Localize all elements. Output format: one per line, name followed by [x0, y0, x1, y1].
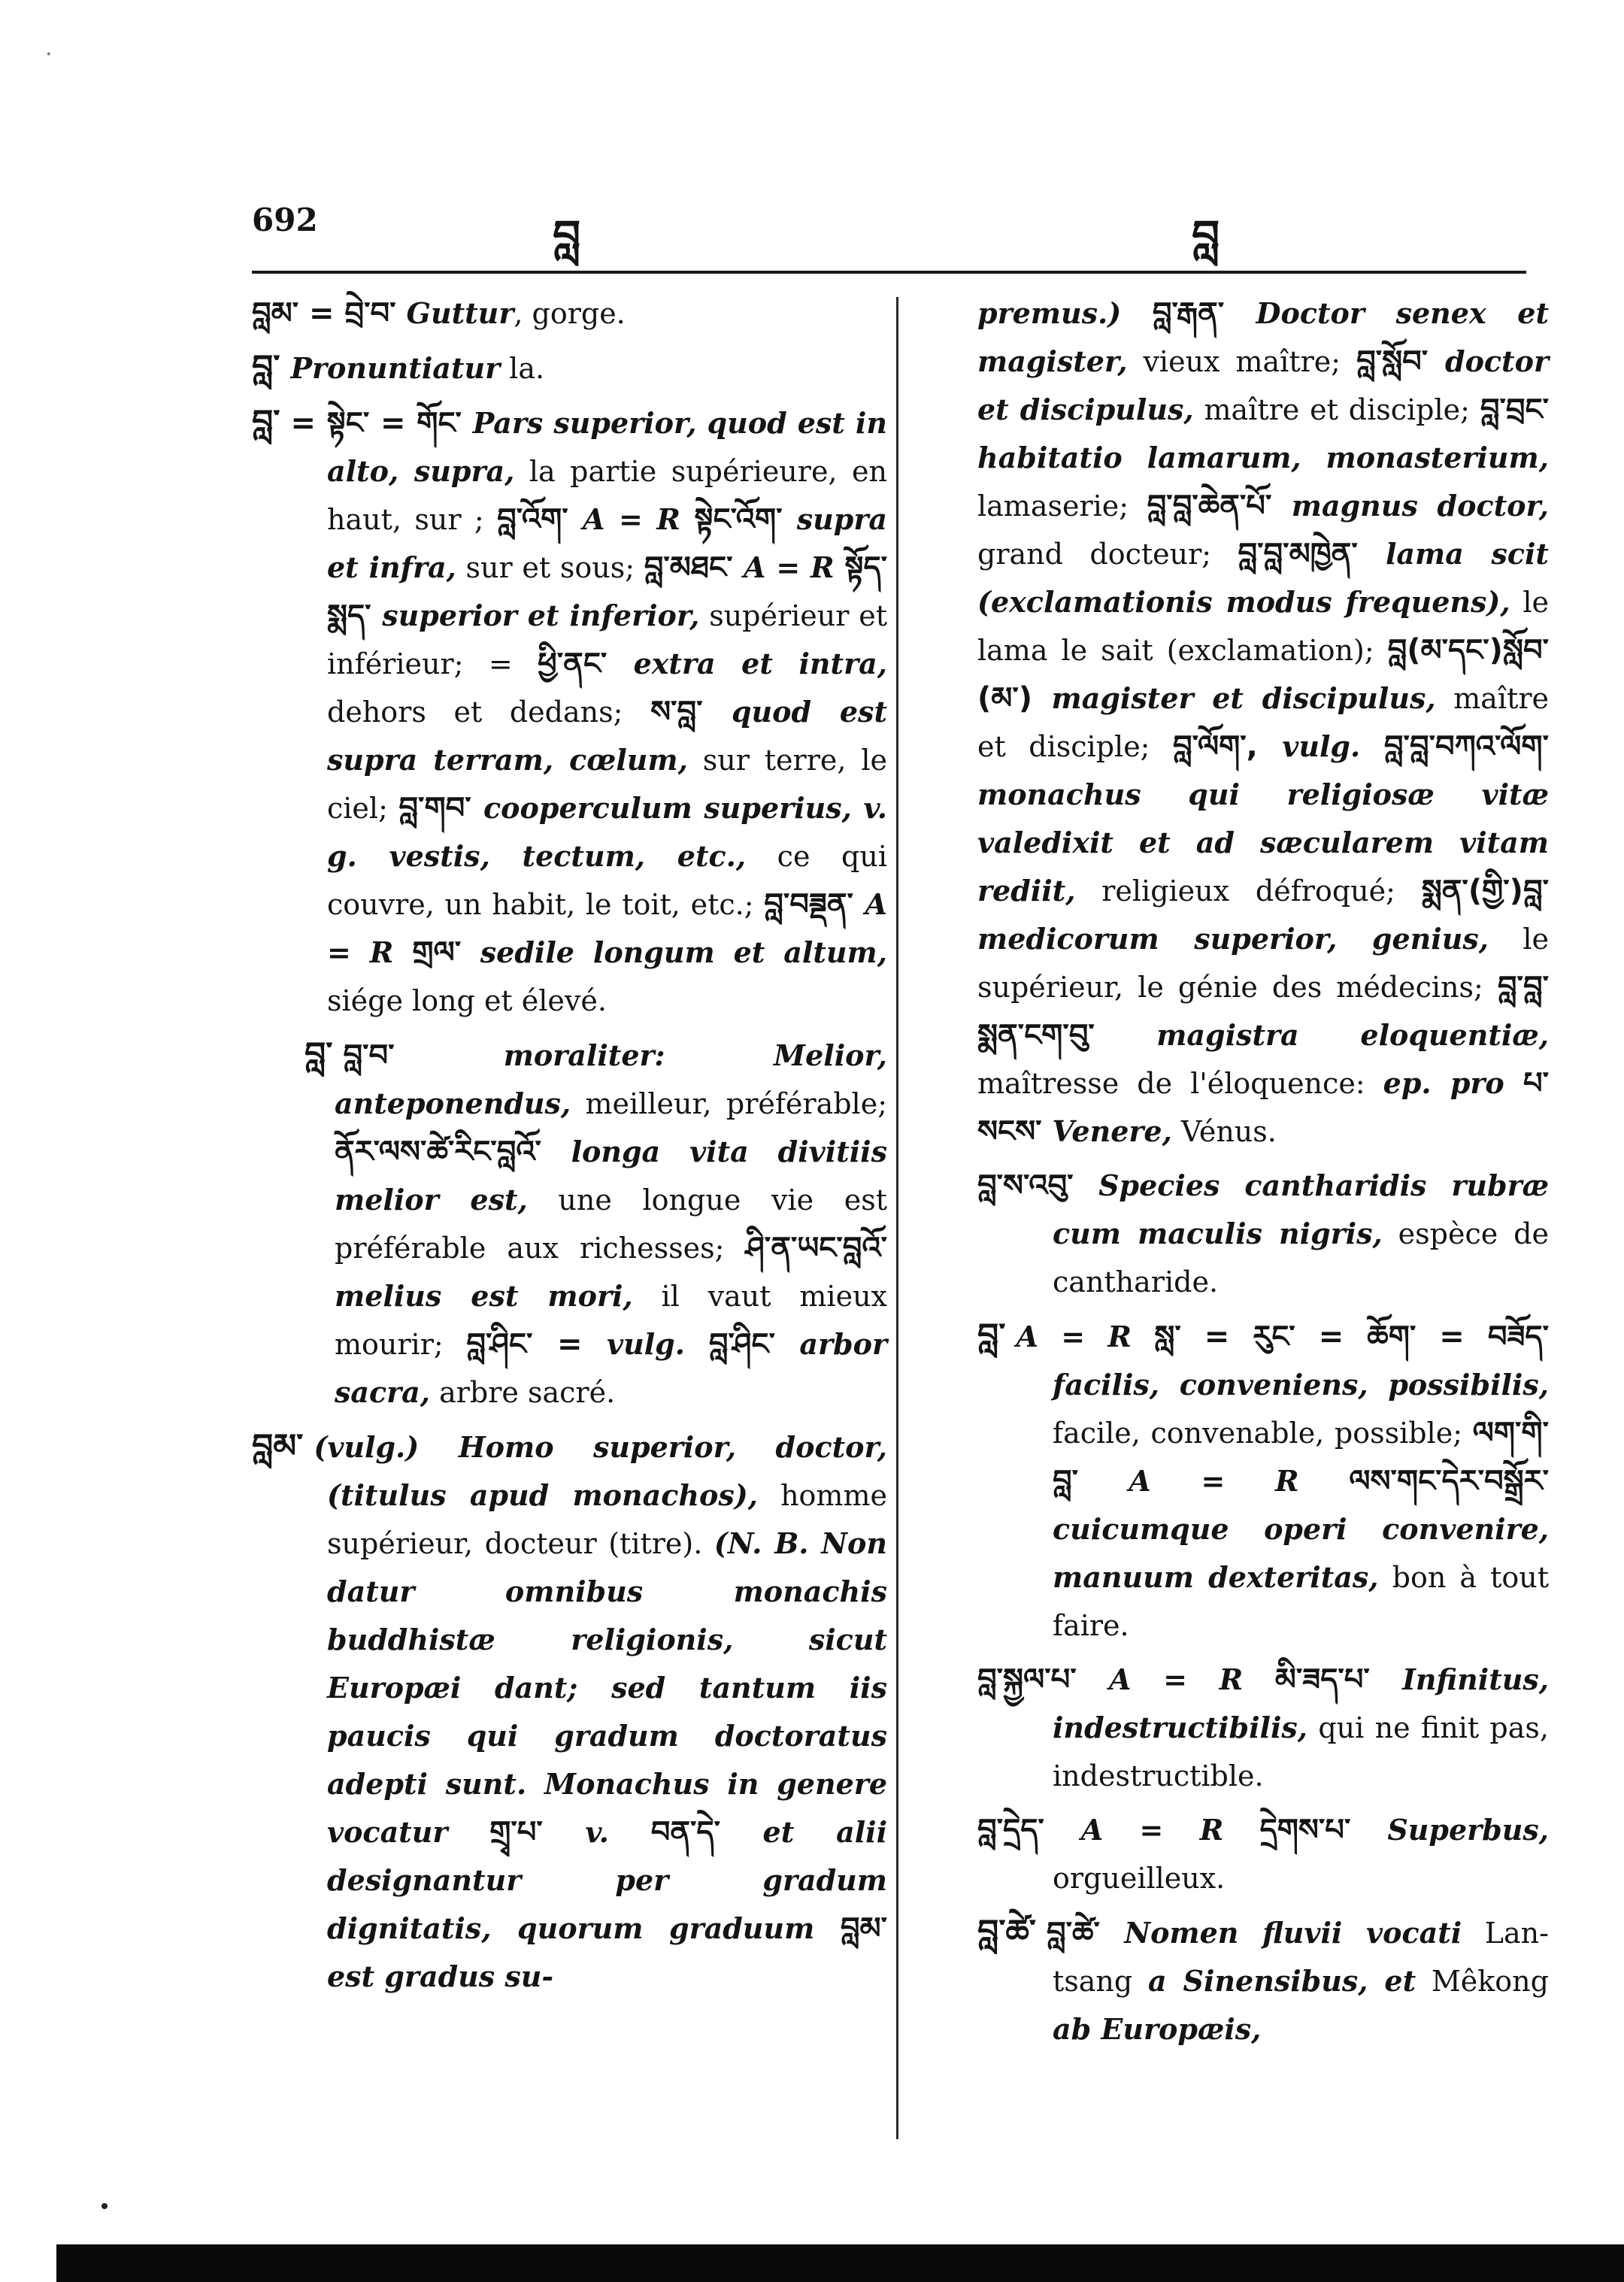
- tibetan-term: གྲལ་: [412, 935, 480, 970]
- tibetan-term: ལག་གི་བླ་: [1053, 1416, 1549, 1499]
- latin-text: vulg.: [1282, 729, 1384, 763]
- latin-text: Pronuntiatur: [290, 351, 501, 385]
- scan-speck: ·: [45, 41, 53, 68]
- dictionary-entry: [252, 1423, 887, 2001]
- running-head-right: བླ: [1192, 211, 1220, 262]
- tibetan-term: ཤི་ན་ཡང་བླའོ་: [745, 1231, 887, 1265]
- latin-text: sedile longum et altum,: [480, 935, 887, 969]
- french-text: ce qui couvre, un habit, le toit, etc.;: [327, 840, 887, 921]
- latin-text: A = R: [744, 550, 845, 584]
- latin-text: moraliter: Melior, anteponendus,: [335, 1038, 887, 1120]
- tibetan-term: བླ་བླ་བཀའ་ལོག་: [1383, 729, 1549, 764]
- french-text: une longue vie est préférable aux richesses;: [335, 1183, 887, 1265]
- latin-text: lama scit (exclamationis modus frequens),: [977, 537, 1549, 619]
- latin-text: (vulg.) Homo superior, doctor, (titulus apud monachos),: [314, 1430, 887, 1512]
- tibetan-term: མི་ཟད་པ་: [1274, 1662, 1403, 1697]
- dictionary-entry: [977, 1908, 1549, 2053]
- latin-text: ab Europæis,: [1053, 2012, 1262, 2046]
- tibetan-term: སྟེང་འོག་: [694, 502, 797, 537]
- french-text: Vénus.: [1171, 1115, 1277, 1148]
- tibetan-term: སླ་ = རུང་ = ཆོག་ = བཟོད་: [1154, 1320, 1549, 1354]
- dictionary-entry: [977, 1656, 1549, 1800]
- latin-text: Superbus,: [1387, 1813, 1550, 1847]
- headword: བླམ་: [252, 1427, 304, 1465]
- latin-text: premus.): [977, 296, 1153, 330]
- french-text: orgueilleux.: [1053, 1862, 1226, 1895]
- latin-text: Guttur: [406, 296, 514, 330]
- latin-text: vulg.: [607, 1327, 709, 1361]
- latin-text: et alii designantur per gradum dignitatis, quorum graduum: [327, 1815, 888, 1945]
- tibetan-term: བླ་རྒན་: [1152, 296, 1256, 331]
- latin-text: cooperculum superius, v. g. vestis, tectum, etc.,: [327, 791, 888, 873]
- latin-text: est gradus su-: [327, 1959, 554, 1993]
- headword: བླ་ཚེ་: [977, 1913, 1037, 1951]
- french-text: vieux maître;: [1127, 345, 1357, 378]
- french-text: maître et disciple;: [977, 682, 1550, 763]
- latin-text: v.: [585, 1815, 651, 1849]
- french-text: bon à tout faire.: [1053, 1561, 1549, 1642]
- tibetan-term: བླ་བཟྡན་: [764, 887, 865, 922]
- french-text: il vaut mieux mourir;: [335, 1280, 887, 1361]
- tibetan-term: པ་སངས་: [977, 1066, 1550, 1149]
- headword: བླ་: [304, 1035, 333, 1074]
- latin-text: magistra eloquentiæ,: [1156, 1018, 1549, 1052]
- latin-text: monachus qui religiosæ vitæ valedixit et ad sæcularem vitam rediit,: [977, 777, 1549, 908]
- dictionary-entry: [252, 344, 887, 392]
- latin-text: longa vita divitiis melior est,: [335, 1135, 887, 1217]
- tibetan-term: སྨན་(གྱི་)བླ་: [1421, 874, 1549, 908]
- latin-text: A = R: [1016, 1320, 1155, 1353]
- french-text: lamaserie;: [977, 489, 1147, 523]
- scan-dot: [102, 2203, 108, 2209]
- tibetan-term: བླ་སློབ་: [1356, 344, 1445, 379]
- latin-text: doctor et discipulus,: [977, 344, 1549, 426]
- french-text: siége long et élevé.: [327, 984, 607, 1017]
- dictionary-entry: [252, 289, 887, 338]
- tibetan-term: ས་བླ་: [650, 695, 732, 729]
- right-column: [977, 289, 1549, 2059]
- french-text: espèce de cantharide.: [1053, 1217, 1549, 1299]
- latin-text: quod est supra terram, cœlum,: [327, 695, 888, 777]
- latin-text: cuicumque operi convenire, manuum dexteritas,: [1053, 1512, 1549, 1594]
- tibetan-term: བླ་གབ་: [398, 791, 484, 826]
- tibetan-term: བླ་ལོག་,: [1173, 729, 1283, 764]
- tibetan-term: བླ་བ་: [343, 1038, 504, 1073]
- latin-text: A = R: [1080, 1813, 1260, 1847]
- french-text: sur terre, le ciel;: [327, 744, 887, 825]
- tibetan-term: བླ་མཐང་: [644, 550, 744, 585]
- french-text: Lan-tsang: [1053, 1917, 1549, 1998]
- french-text: Mêkong: [1416, 1965, 1549, 1998]
- latin-text: Pars superior, quod est in alto, supra,: [327, 406, 887, 488]
- french-text: maîtresse de l'éloquence:: [977, 1067, 1383, 1100]
- headword: བླ་: [252, 348, 280, 386]
- latin-text: Venere,: [1052, 1114, 1172, 1148]
- dictionary-entry: [252, 1031, 887, 1417]
- french-text: la.: [500, 352, 545, 385]
- tibetan-term: བླ་དྲེད་: [977, 1813, 1081, 1847]
- tibetan-term: བན་དེ་: [650, 1815, 763, 1850]
- tibetan-term: བླ་བྲང་: [1480, 392, 1549, 427]
- tibetan-term: ལས་གང་དེར་བསྒྲོར་: [1349, 1464, 1550, 1499]
- dictionary-entry: [252, 399, 887, 1025]
- french-text: homme supérieur, docteur (titre).: [327, 1479, 887, 1560]
- tibetan-term: བླ་ཤིང་: [708, 1327, 800, 1362]
- column-divider: [896, 297, 898, 2139]
- tibetan-term: ཕྱི་ནང་: [538, 647, 634, 681]
- tibetan-term: བླ་ཚེ་: [1047, 1916, 1125, 1950]
- french-text: la partie supérieure, en haut, sur ;: [327, 455, 887, 536]
- tibetan-term: བླ(མ་དང་)སློབ་(མ་): [977, 633, 1549, 716]
- dictionary-entry: [977, 1312, 1549, 1650]
- page-header: [252, 188, 1526, 262]
- french-text: facile, convenable, possible;: [1053, 1417, 1473, 1450]
- tibetan-term: དྲེགས་པ་: [1259, 1813, 1388, 1847]
- tibetan-term: བླ་འོག་: [497, 502, 583, 537]
- tibetan-term: བླ་ཤིང་ =: [466, 1327, 607, 1362]
- french-text: grand docteur;: [977, 538, 1238, 571]
- left-column: [252, 289, 887, 2007]
- tibetan-term: བླ་བླ་ཆེན་པོ་: [1147, 489, 1292, 523]
- latin-text: Infinitus, indestructibilis,: [1053, 1662, 1549, 1744]
- dictionary-entry: [977, 1806, 1549, 1902]
- page-number: 692: [252, 202, 318, 238]
- french-text: arbre sacré.: [430, 1376, 616, 1409]
- header-rule: [252, 271, 1526, 274]
- latin-text: facilis, conveniens, possibilis,: [1053, 1368, 1549, 1402]
- headword: བླ་: [252, 403, 280, 441]
- dictionary-entry: [977, 1162, 1549, 1306]
- french-text: sur et sous;: [456, 551, 644, 584]
- french-text: supérieur et inférieur; =: [327, 599, 888, 680]
- latin-text: melius est mori,: [335, 1279, 633, 1313]
- latin-text: ep. pro: [1383, 1066, 1523, 1100]
- tibetan-term: བླ་བླ་མཁྱེན་: [1238, 537, 1386, 571]
- running-head-left: བླ: [553, 211, 581, 262]
- french-text: religieux défroqué;: [1075, 874, 1422, 908]
- latin-text: superior et inferior,: [382, 599, 700, 632]
- tibetan-term: བླམ་: [840, 1911, 887, 1946]
- latin-text: A = R: [1109, 1662, 1275, 1696]
- latin-text: magnus doctor,: [1291, 489, 1549, 523]
- latin-text: A = R: [582, 502, 695, 536]
- latin-text: (N. B. Non datur omnibus monachis buddhistæ religionis, sicut Europæi dant; sed tantum iis paucis qui gradum doctoratus adepti sunt. Monachus in genere vocatur: [327, 1526, 887, 1849]
- dictionary-entry: [977, 289, 1549, 1156]
- latin-text: extra et intra,: [633, 647, 887, 680]
- headword: བླ་: [977, 1317, 1006, 1355]
- latin-text: supra et infra,: [327, 502, 888, 584]
- tibetan-term: བླ་བླ་སྨན་ངག་བུ་: [977, 970, 1549, 1053]
- tibetan-term: བླ་ས་འབུ་: [977, 1168, 1099, 1203]
- french-text: le lama le sait (exclamation);: [977, 586, 1549, 667]
- latin-text: Doctor senex et magister,: [977, 296, 1550, 378]
- french-text: le supérieur, le génie des médecins;: [977, 923, 1549, 1004]
- french-text: dehors et dedans;: [327, 696, 651, 729]
- latin-text: magister et discipulus,: [1051, 681, 1436, 715]
- french-text: meilleur, préférable;: [571, 1087, 887, 1120]
- french-text: maître et disciple;: [1193, 393, 1480, 426]
- french-text: qui ne finit pas, indestructible.: [1053, 1711, 1549, 1793]
- tibetan-term: ནོར་ལས་ཚེ་རིང་བླའོ་: [335, 1135, 571, 1169]
- latin-text: a Sinensibus, et: [1147, 1964, 1416, 1998]
- french-text: , gorge.: [514, 297, 626, 330]
- latin-text: A = R: [327, 887, 887, 969]
- tibetan-term: སྟོད་སྨད་: [327, 550, 888, 633]
- tibetan-term: བླམ་ = བྲེ་བ་: [252, 296, 407, 331]
- latin-text: A = R: [1129, 1464, 1350, 1498]
- latin-text: Species cantharidis rubræ cum maculis nigris,: [1053, 1168, 1549, 1250]
- tibetan-term: གྲྭ་པ་: [489, 1815, 586, 1850]
- tibetan-term: བླ་སྐྱལ་པ་: [977, 1662, 1110, 1697]
- latin-text: Nomen fluvii vocati: [1124, 1916, 1462, 1950]
- latin-text: medicorum superior, genius,: [977, 922, 1489, 956]
- scan-bottom-band: [56, 2244, 1624, 2282]
- latin-text: habitatio lamarum, monasterium,: [977, 441, 1549, 474]
- latin-text: arbor sacra,: [335, 1327, 887, 1409]
- tibetan-term: = སྟེང་ = གོང་: [290, 406, 473, 441]
